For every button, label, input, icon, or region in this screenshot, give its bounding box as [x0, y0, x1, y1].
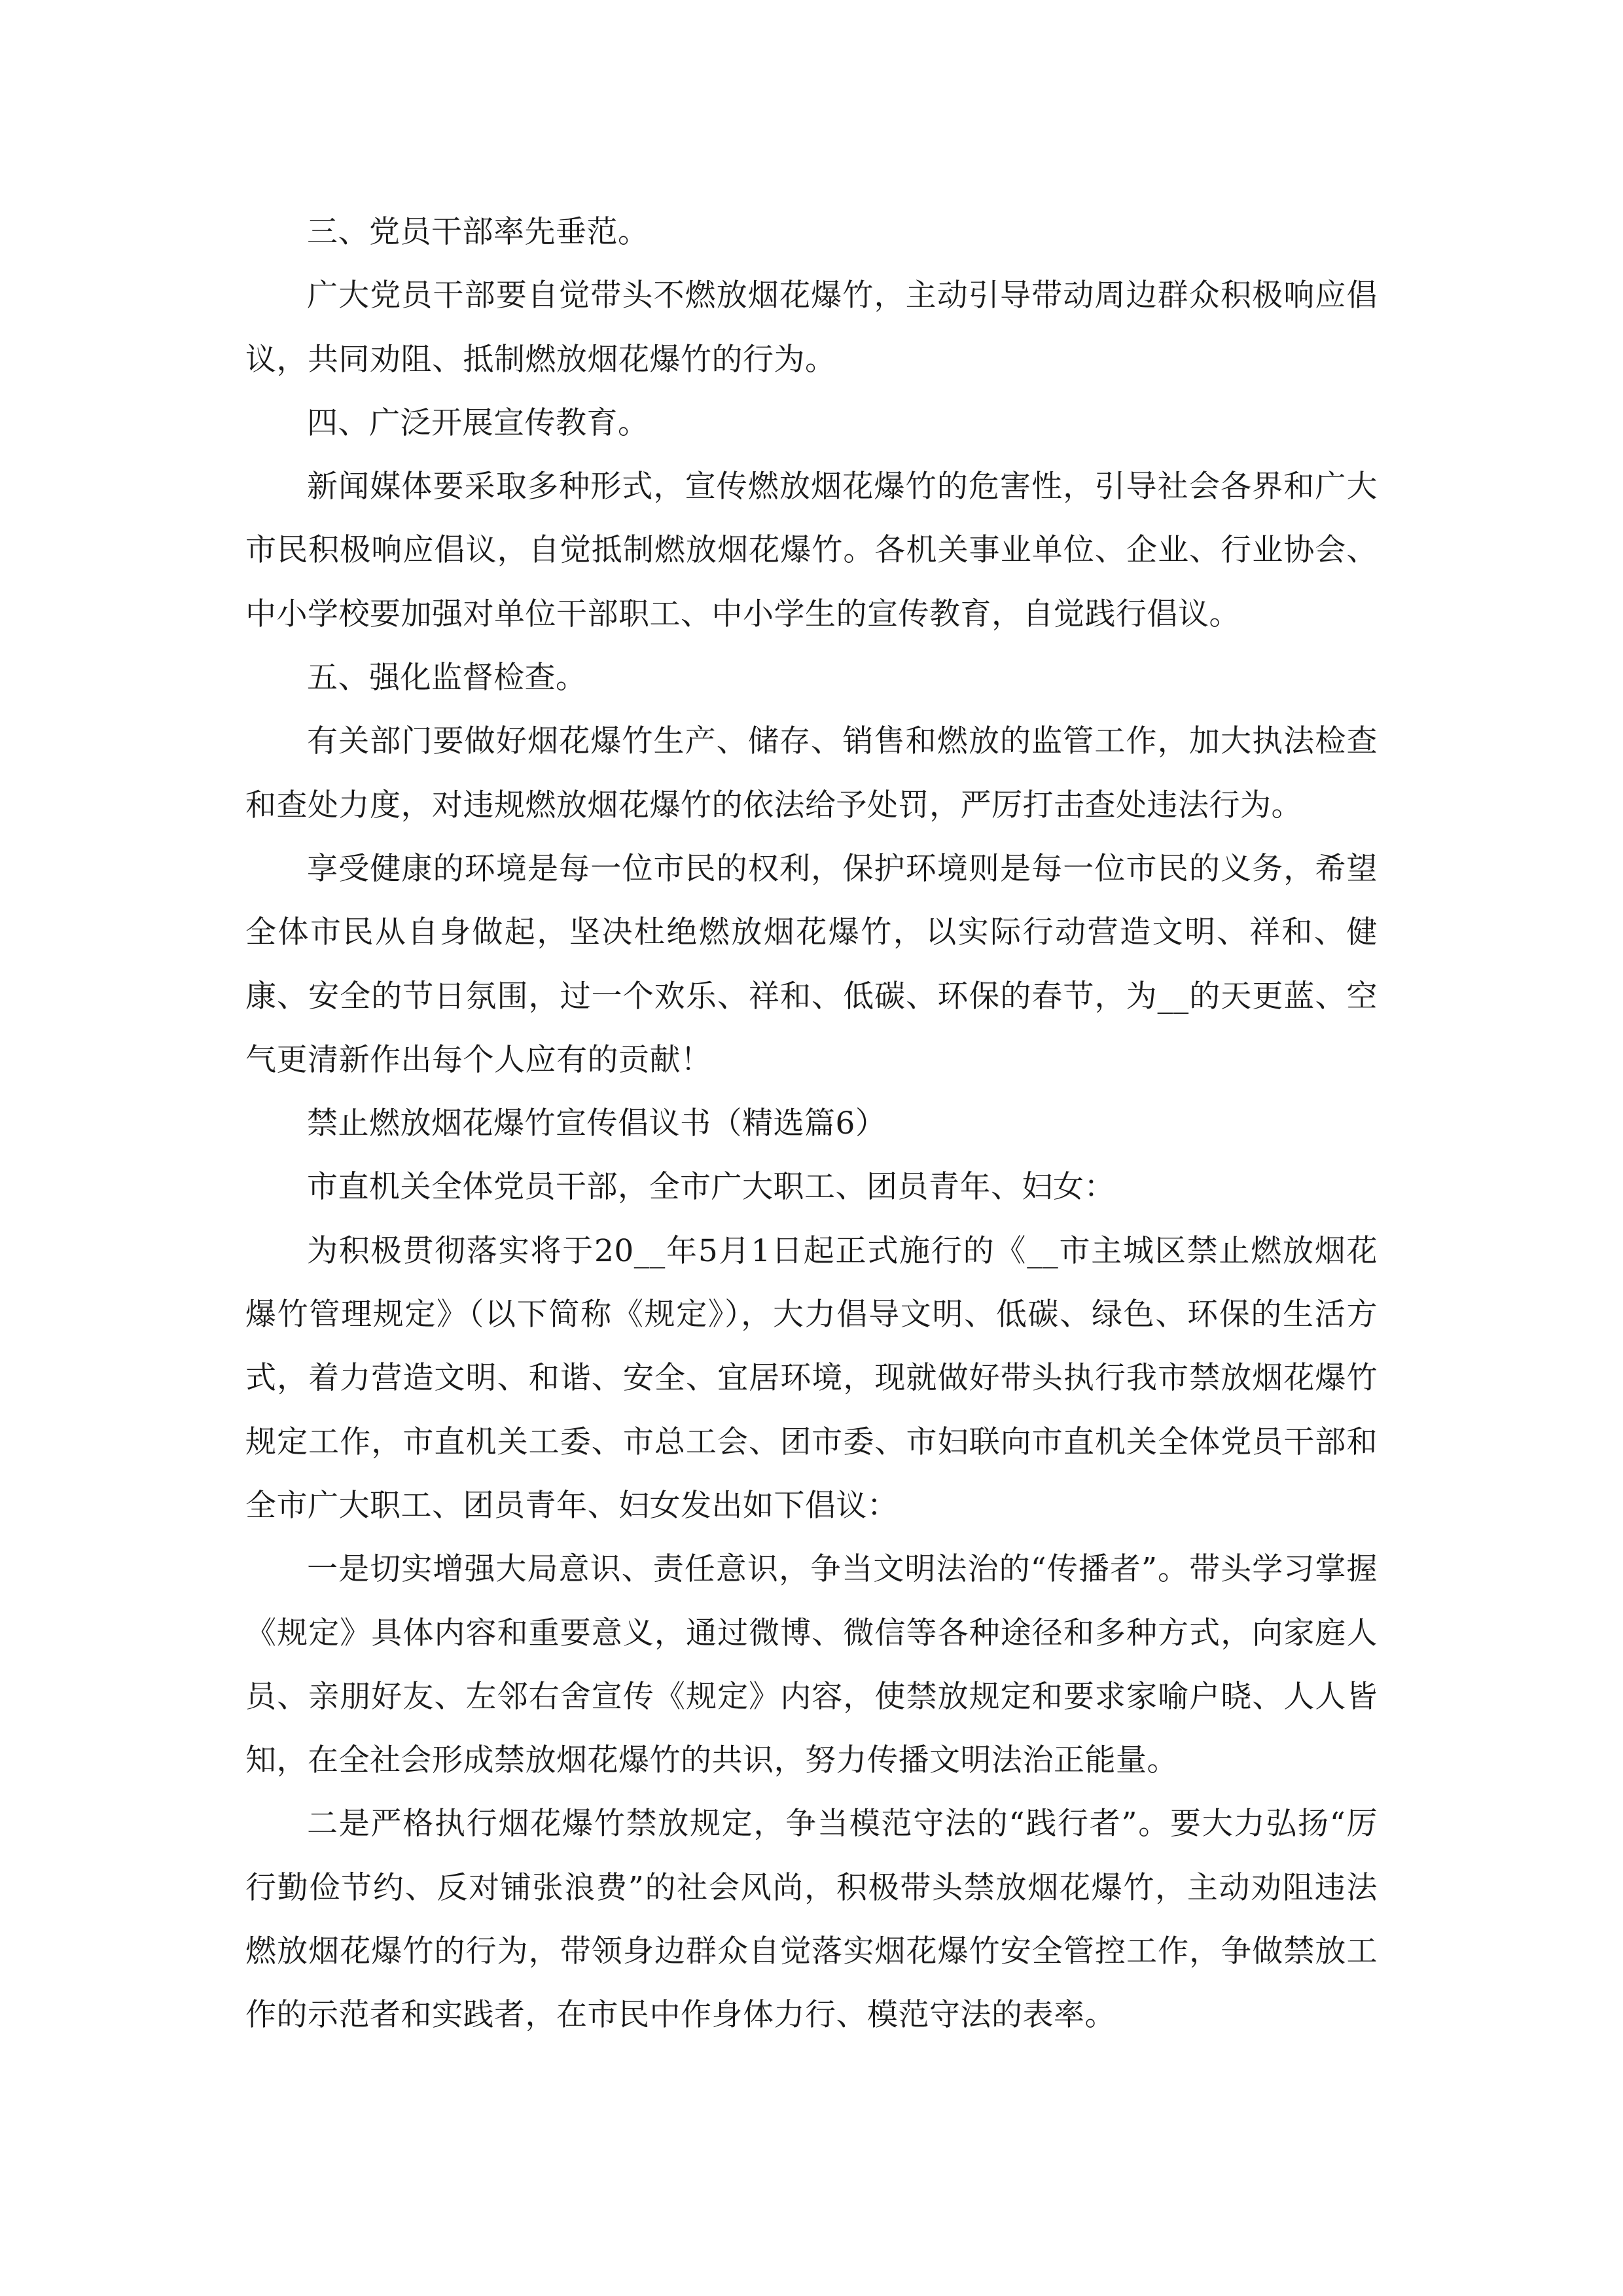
body-paragraph: 广大党员干部要自觉带头不燃放烟花爆竹，主动引导带动周边群众积极响应倡议，共同劝阻、抵制燃放烟花爆竹的行为。: [245, 278, 1378, 378]
body-paragraph: 有关部门要做好烟花爆竹生产、储存、销售和燃放的监管工作，加大执法检查和查处力度，对违规燃放烟花爆竹的依法给予处罚，严厉打击查处违法行为。: [245, 723, 1378, 823]
salutation: 市直机关全体党员干部，全市广大职工、团员青年、妇女：: [307, 1169, 1115, 1206]
section-heading: 三、党员干部率先垂范。: [307, 214, 649, 250]
body-paragraph: 新闻媒体要采取多种形式，宣传燃放烟花爆竹的危害性，引导社会各界和广大市民积极响应倡议，自觉抵制燃放烟花爆竹。各机关事业单位、企业、行业协会、中小学校要加强对单位干部职工、中小学生的宣传教育，自觉践行倡议。: [245, 469, 1378, 632]
document-title: 禁止燃放烟花爆竹宣传倡议书（精选篇6）: [307, 1105, 887, 1142]
body-paragraph: 为积极贯彻落实将于20__年5月1日起正式施行的《__市主城区禁止燃放烟花爆竹管理规定》（以下简称《规定》），大力倡导文明、低碳、绿色、环保的生活方式，着力营造文明、和谐、安全、宜居环境，现就做好带头执行我市禁放烟花爆竹规定工作，市直机关工委、市总工会、团市委、市妇联向市直机关全体党员干部和全市广大职工、团员青年、妇女发出如下倡议：: [245, 1232, 1378, 1524]
body-paragraph: 一是切实增强大局意识、责任意识，争当文明法治的“传播者”。带头学习掌握《规定》具体内容和重要意义，通过微博、微信等各种途径和多种方式，向家庭人员、亲朋好友、左邻右舍宣传《规定》内容，使禁放规定和要求家喻户晓、人人皆知，在全社会形成禁放烟花爆竹的共识，努力传播文明法治正能量。: [245, 1551, 1378, 1779]
section-heading: 四、广泛开展宣传教育。: [307, 404, 649, 441]
body-paragraph: 享受健康的环境是每一位市民的权利，保护环境则是每一位市民的义务，希望全体市民从自身做起，坚决杜绝燃放烟花爆竹，以实际行动营造文明、祥和、健康、安全的节日氛围，过一个欢乐、祥和、低碳、环保的春节，为__的天更蓝、空气更清新作出每个人应有的贡献！: [245, 850, 1378, 1078]
section-heading: 五、强化监督检查。: [307, 660, 587, 696]
document-body: [245, 200, 1378, 2047]
body-paragraph: 二是严格执行烟花爆竹禁放规定，争当模范守法的“践行者”。要大力弘扬“厉行勤俭节约、反对铺张浪费”的社会风尚，积极带头禁放烟花爆竹，主动劝阻违法燃放烟花爆竹的行为，带领身边群众自觉落实烟花爆竹安全管控工作，争做禁放工作的示范者和实践者，在市民中作身体力行、模范守法的表率。: [245, 1806, 1378, 2034]
